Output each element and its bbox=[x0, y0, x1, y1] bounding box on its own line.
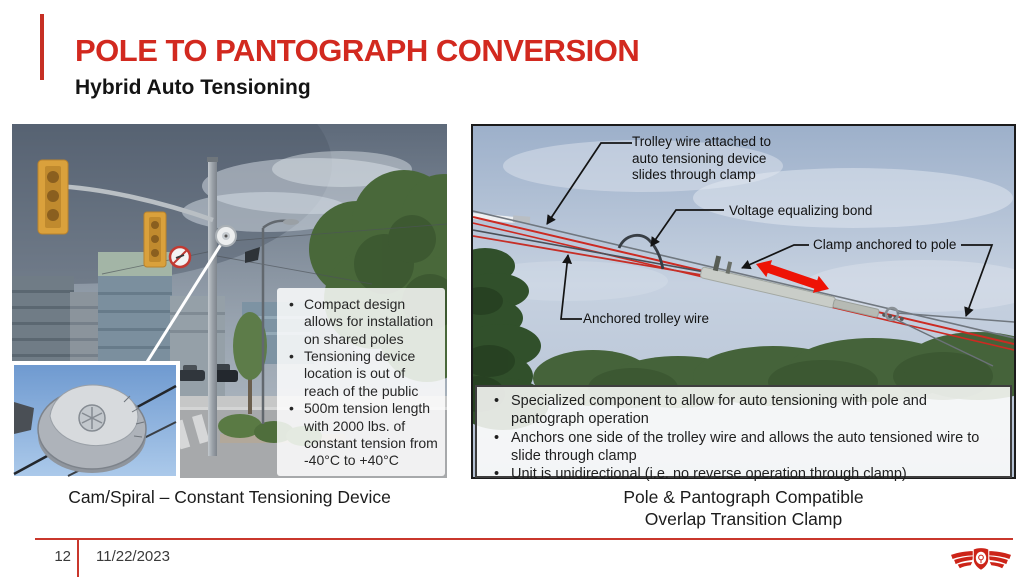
left-figure-caption: Cam/Spiral – Constant Tensioning Device bbox=[68, 487, 391, 507]
footer-rule bbox=[35, 538, 1013, 540]
bullet-item: • Specialized component to allow for auto tensioning with pole and pantograph operation bbox=[487, 392, 1000, 429]
bullet-item: • 500m tension length with 2000 lbs. of constant tension from -40°C to +40°C bbox=[283, 400, 441, 469]
left-photo-figure bbox=[12, 124, 447, 478]
annotation-anchored-trolley-wire: Anchored trolley wire bbox=[583, 311, 710, 326]
bullet-item: • Tensioning device location is out of reach of the public bbox=[283, 348, 441, 400]
right-figure-caption bbox=[471, 487, 1016, 531]
page-subtitle: Hybrid Auto Tensioning bbox=[75, 76, 311, 99]
ttc-logo-icon bbox=[950, 544, 1012, 574]
left-figure-bullet-list bbox=[283, 296, 441, 470]
bullet-item: • Unit is unidirectional (i.e. no reverse operation through clamp) bbox=[487, 465, 1000, 483]
page-title: POLE TO PANTOGRAPH CONVERSION bbox=[75, 33, 640, 68]
right-figure-notes-box bbox=[475, 385, 1012, 483]
right-caption-line1: Pole & Pantograph Compatible bbox=[623, 487, 864, 507]
bullet-item: • Compact design allows for installation on shared poles bbox=[283, 296, 441, 348]
right-photo-figure bbox=[471, 124, 1016, 483]
title-accent-bar bbox=[40, 14, 44, 80]
page-number: 12 bbox=[54, 548, 71, 565]
annotation-trolley-wire: Trolley wire attached to auto tensioning device slides through clamp bbox=[632, 134, 772, 183]
left-figure-notes-box bbox=[277, 288, 445, 476]
right-caption-line2: Overlap Transition Clamp bbox=[644, 508, 843, 529]
footer-divider bbox=[77, 538, 79, 577]
annotation-voltage-bond: Voltage equalizing bond bbox=[729, 203, 873, 218]
bullet-item: • Anchors one side of the trolley wire and allows the auto tensioned wire to slide through clamp bbox=[487, 429, 1000, 466]
right-figure-bullet-list bbox=[487, 392, 1000, 483]
annotation-clamp-anchored: Clamp anchored to pole bbox=[813, 237, 957, 252]
slide-date: 11/22/2023 bbox=[96, 548, 170, 565]
